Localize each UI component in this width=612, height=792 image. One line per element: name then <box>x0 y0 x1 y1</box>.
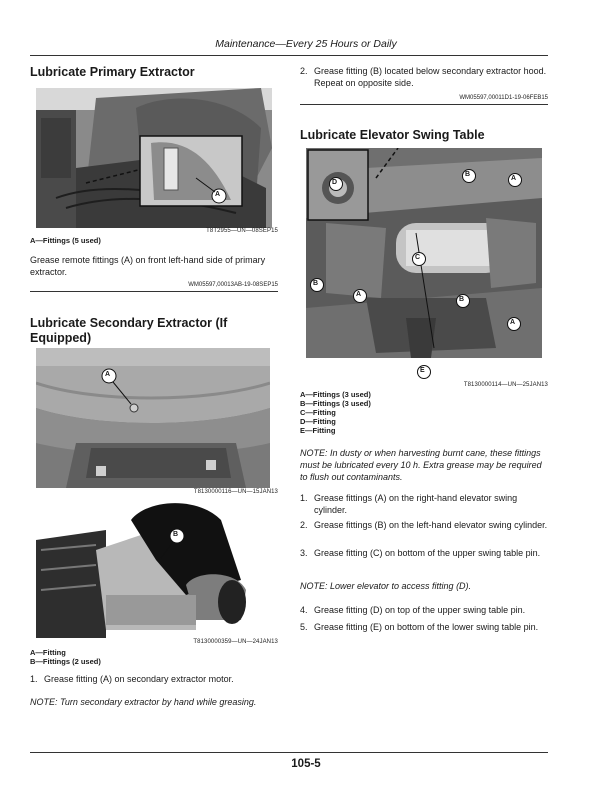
primary-heading: Lubricate Primary Extractor <box>30 65 195 79</box>
header-rule <box>30 55 548 56</box>
step-item: 3. Grease fitting (C) on bottom of the upper swing table pin. <box>300 548 541 558</box>
secondary-heading: Lubricate Secondary Extractor (If Equipped) <box>30 316 228 345</box>
step-item: 4. Grease fitting (D) on top of the upper swing table pin. <box>300 605 526 615</box>
callout-label: C <box>415 254 421 261</box>
callout-label: E <box>420 367 425 374</box>
step-item: 5. Grease fitting (E) on bottom of the lower swing table pin. <box>300 622 539 632</box>
figure-code: T8130000116—UN—15JAN13 <box>193 489 278 495</box>
section-rule <box>300 104 548 105</box>
figure-code: T8T2955—UN—08SEP15 <box>206 228 278 234</box>
note: NOTE: In dusty or when harvesting burnt cane, these fittings must be lubricated every 10 h. Extra grease may be required to flush out contaminants. <box>300 448 542 482</box>
callout-label: B <box>459 296 465 303</box>
figure-legend: A—Fittings (3 used) B—Fittings (3 used) C—Fitting D—Fitting E—Fitting <box>300 390 371 435</box>
reference-code: WM05597,00013AB-19-08SEP15 <box>188 282 278 288</box>
step-item: 2. Grease fittings (B) on the left-hand elevator swing cylinder. <box>300 520 548 530</box>
page-number: 105-5 <box>291 758 321 770</box>
footer-rule <box>30 752 548 753</box>
callout-label: B <box>465 171 471 178</box>
note: NOTE: Turn secondary extractor by hand while greasing. <box>30 697 257 707</box>
callout-label-a: A <box>215 191 221 198</box>
callout-label: B <box>313 280 319 287</box>
running-header: Maintenance—Every 25 Hours or Daily <box>215 38 397 50</box>
callout-label: A <box>356 291 362 298</box>
swing-heading: Lubricate Elevator Swing Table <box>300 128 485 142</box>
callout-label-a: A <box>105 371 111 378</box>
step-item: 2. Grease fitting (B) located below secondary extractor hood. Repeat on opposite side. <box>300 66 547 88</box>
secondary-motor-photo <box>36 348 270 488</box>
note: NOTE: Lower elevator to access fitting (D). <box>300 581 472 591</box>
step-item: 1. Grease fitting (A) on secondary extractor motor. <box>30 674 234 684</box>
section-rule <box>30 291 278 292</box>
callout-label: A <box>511 175 517 182</box>
callout-label: A <box>510 319 516 326</box>
primary-extractor-photo <box>36 88 272 228</box>
primary-instruction: Grease remote fittings (A) on front left-hand side of primary extractor. <box>30 255 266 277</box>
figure-legend: A—Fittings (5 used) <box>30 236 101 245</box>
callout-label-b: B <box>173 531 179 538</box>
callout-label: D <box>332 179 338 186</box>
figure-code: T8130000359—UN—24JAN13 <box>193 639 278 645</box>
swing-table-photo <box>306 148 542 380</box>
figure-code: T8130000114—UN—25JAN13 <box>463 382 548 388</box>
secondary-hood-photo <box>36 500 270 638</box>
reference-code: WM05597,00011D1-19-06FEB15 <box>459 95 548 101</box>
step-item: 1. Grease fittings (A) on the right-hand elevator swing cylinder. <box>300 493 518 515</box>
figure-legend: A—Fitting B—Fittings (2 used) <box>30 648 101 666</box>
